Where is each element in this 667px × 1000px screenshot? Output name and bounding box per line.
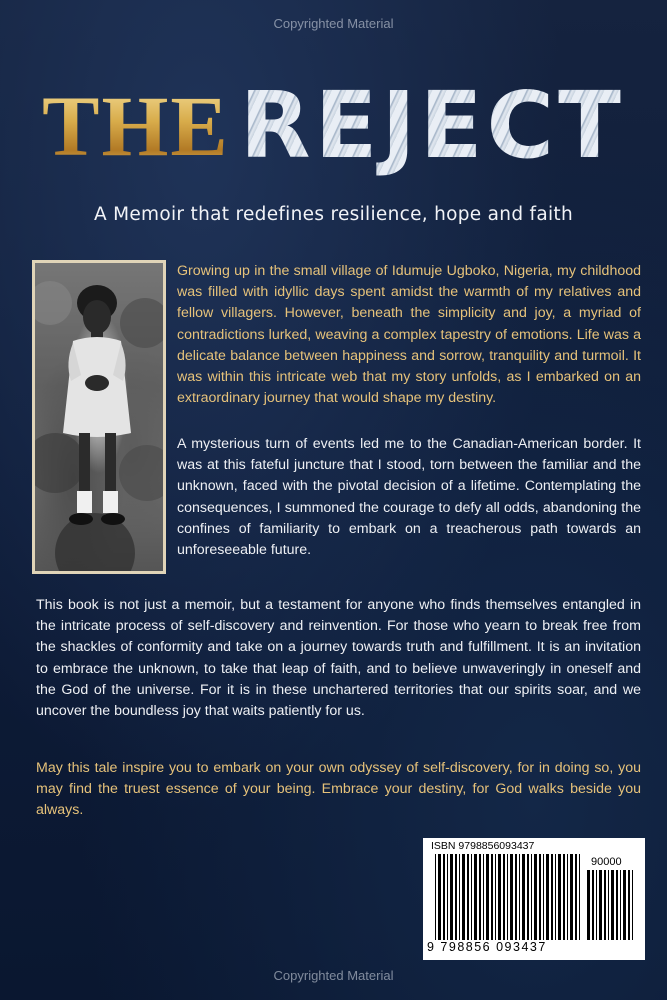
barcode-bar: [539, 854, 541, 940]
barcode-bar: [515, 854, 517, 940]
addon-barcode-bars: [587, 870, 633, 940]
testament-paragraph: This book is not just a memoir, but a testament for anyone who finds themselves entangled in the intricate process of self-discovery and reinvention. For those who yearn to break free from the shackles of conformity and take on a journey towards truth and fulfillment. It is an invitation to embrace the unknown, to take that leap of faith, and to believe unwaveringly in oneself and the God of the universe. For it is in these unchartered territories that our spirits soar, and we uncover the boundless joy that waits patiently for us.: [36, 597, 641, 720]
ean-barcode-bars: [435, 854, 581, 940]
barcode-bar: [459, 854, 460, 940]
barcode-bar: [495, 854, 496, 940]
barcode-bar: [620, 870, 621, 940]
isbn-label: ISBN 9798856093437: [431, 840, 535, 852]
barcode-bar: [507, 854, 508, 940]
barcode-bar: [471, 854, 472, 940]
barcode-bar: [510, 854, 513, 940]
barcode-bar: [483, 854, 484, 940]
book-subtitle: A Memoir that redefines resilience, hope and faith: [93, 204, 574, 225]
barcode-bar: [447, 854, 448, 940]
barcode-bar: [438, 854, 441, 940]
copyright-watermark-top: Copyrighted Material: [273, 16, 394, 31]
barcode-bar: [486, 854, 489, 940]
barcode-bar: [435, 854, 436, 940]
barcode-bar: [596, 870, 597, 940]
closing-paragraph: May this tale inspire you to embark on your own odyssey of self-discovery, for in doing so, you may find the truest essence of your being. Embrace your destiny, for God walks beside you always.: [36, 760, 641, 819]
book-title: [0, 72, 667, 179]
barcode-bar: [467, 854, 469, 940]
barcode-bar: [555, 854, 556, 940]
barcode-bar: [623, 870, 626, 940]
border-paragraph: A mysterious turn of events led me to the Canadian-American border. It was at this fateful juncture that I stood, torn between the familiar and the unknown, faced with the pivotal decision of a lifetime. Contemplating the consequences, I summoned the courage to defy all odds, abandoning the confines of familiarity to embark on a treacherous path towards an unforeseeable future.: [177, 436, 641, 559]
barcode-bar: [479, 854, 481, 940]
isbn-barcode: [423, 838, 645, 960]
barcode-bar: [628, 870, 630, 940]
barcode-bar: [575, 854, 577, 940]
barcode-bar: [563, 854, 565, 940]
barcode-bar: [531, 854, 532, 940]
barcode-bar: [455, 854, 457, 940]
copyright-watermark-bottom: Copyrighted Material: [273, 968, 394, 983]
title-reject: REJECT: [239, 72, 625, 179]
barcode-bar: [543, 854, 544, 940]
barcode-bar: [599, 870, 602, 940]
barcode-bar: [527, 854, 529, 940]
barcode-bar: [587, 870, 590, 940]
barcode-bar: [474, 854, 477, 940]
barcode-bar: [558, 854, 561, 940]
barcode-bar: [534, 854, 537, 940]
barcode-bar: [498, 854, 501, 940]
barcode-bar: [450, 854, 453, 940]
price-code: 90000: [591, 856, 622, 868]
barcode-bar: [519, 854, 520, 940]
barcode-digits: 9 798856 093437: [427, 940, 547, 954]
barcode-bar: [546, 854, 549, 940]
barcode-bar: [491, 854, 493, 940]
barcode-bar: [462, 854, 465, 940]
title-the: THE: [42, 77, 230, 174]
barcode-bar: [522, 854, 525, 940]
barcode-bar: [503, 854, 505, 940]
author-childhood-photo: [32, 260, 166, 574]
barcode-bar: [567, 854, 568, 940]
barcode-bar: [632, 870, 633, 940]
barcode-bar: [570, 854, 573, 940]
barcode-bar: [551, 854, 553, 940]
barcode-bar: [604, 870, 606, 940]
barcode-bar: [608, 870, 609, 940]
intro-paragraph: Growing up in the small village of Idumuje Ugboko, Nigeria, my childhood was filled with idyllic days spent amidst the warmth of my relatives and fellow villagers. However, beneath the simplicity and joy, a myriad of contradictions lurked, weaving a complex tapestry of emotions. Life was a delicate balance between happiness and sorrow, tranquility and turmoil. It was within this intricate web that my story unfolds, as I embarked on an extraordinary journey that would shape my destiny.: [177, 263, 641, 407]
barcode-bar: [579, 854, 580, 940]
barcode-bar: [611, 870, 614, 940]
barcode-bar: [616, 870, 618, 940]
child-silhouette: [35, 263, 163, 571]
barcode-bar: [443, 854, 445, 940]
barcode-bar: [592, 870, 594, 940]
photo-image: [35, 263, 163, 571]
